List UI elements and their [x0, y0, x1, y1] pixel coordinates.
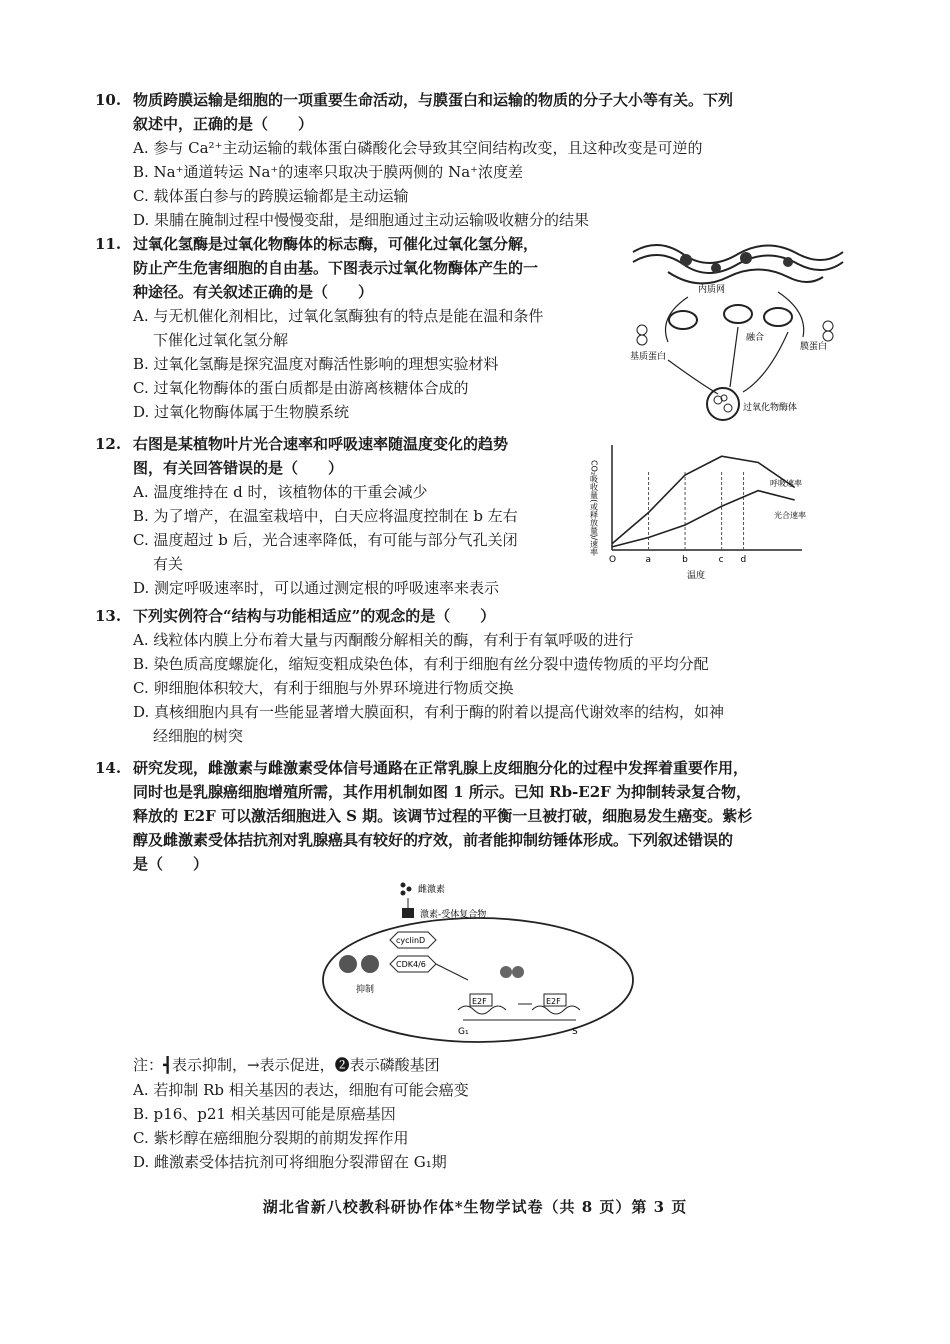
option-d: D. 雌激素受体拮抗剂可将细胞分裂滞留在 G₁期 [133, 1153, 447, 1171]
inhibit-label: 抑制 [356, 985, 375, 995]
question-stem-line: 过氧化氢酶是过氧化物酶体的标志酶，可催化过氧化氢分解， [133, 235, 539, 253]
x-axis-label: 温度 [687, 571, 706, 581]
e2f-bound-label: E2F [472, 997, 487, 1006]
option-d: D. 真核细胞内具有一些能显著增大膜面积，有利于酶的附着以提高代谢效率的结构，如神 [133, 703, 725, 721]
figure-note: 注：┫表示抑制，→表示促进，❷表示磷酸基团 [133, 1056, 440, 1074]
question-stem-line: 醇及雌激素受体拮抗剂对乳腺癌具有较好的疗效，前者能抑制纺锤体形成。下列叙述错误的 [133, 831, 734, 849]
g1-label: G₁ [458, 1027, 469, 1037]
x-tick-label: c [718, 555, 724, 565]
option-a: A. 线粒体内膜上分布着大量与丙酮酸分解相关的酶，有利于有氧呼吸的进行 [133, 631, 634, 649]
option-d: D. 过氧化物酶体属于生物膜系统 [133, 403, 350, 421]
option-a: A. 温度维持在 d 时，该植物体的干重会减少 [133, 483, 428, 501]
question-stem-line: 物质跨膜运输是细胞的一项重要生命活动，与膜蛋白和运输的物质的分子大小等有关。下列 [133, 91, 734, 109]
estrogen-pathway-figure [318, 880, 638, 1046]
option-c: C. 载体蛋白参与的跨膜运输都是主动运输 [133, 187, 409, 205]
option-a: A. 参与 Ca²⁺主动运输的载体蛋白磷酸化会导致其空间结构改变，且这种改变是可逆的 [133, 139, 703, 157]
option-c: C. 紫杉醇在癌细胞分裂期的前期发挥作用 [133, 1129, 409, 1147]
option-a: A. 与无机催化剂相比，过氧化氢酶独有的特点是能在温和条件 [133, 307, 544, 325]
s-label: S [572, 1027, 578, 1037]
question-number: 12. [95, 435, 122, 453]
series-line-0 [612, 456, 795, 544]
option-d-continued: 经细胞的树突 [153, 727, 244, 745]
option-a: A. 若抑制 Rb 相关基因的表达，细胞有可能会癌变 [133, 1081, 469, 1099]
fusion-label: 融合 [746, 333, 765, 343]
series-label-0: 呼吸速率 [770, 479, 802, 488]
question-stem-line: 同时也是乳腺癌细胞增殖所需，其作用机制如图 1 所示。已知 Rb-E2F 为抑制转录复合物， [133, 783, 752, 801]
peroxisome-formation-figure [628, 232, 848, 422]
option-b: B. 为了增产，在温室栽培中，白天应将温度控制在 b 左右 [133, 507, 518, 525]
question-14-options [95, 1078, 855, 1174]
question-stem-line: 右图是某植物叶片光合速率和呼吸速率随温度变化的趋势 [133, 435, 509, 453]
question-13 [95, 604, 855, 748]
question-stem-line: 种途径。有关叙述正确的是（ ） [133, 283, 374, 301]
question-stem-line: 叙述中，正确的是（ ） [133, 115, 314, 133]
cyclin-label: cyclinD [396, 936, 426, 945]
question-number: 13. [95, 607, 122, 625]
question-stem-line: 释放的 E2F 可以激活细胞进入 S 期。该调节过程的平衡一旦被打破，细胞易发生癌变。紫杉 [133, 807, 753, 825]
question-14 [95, 756, 865, 876]
matrix-protein-label: 基质蛋白 [630, 352, 667, 362]
x-tick-label: b [682, 555, 688, 565]
question-stem-line: 图，有关回答错误的是（ ） [133, 459, 344, 477]
option-b: B. 染色质高度螺旋化，缩短变粗成染色体，有利于细胞有丝分裂中遗传物质的平均分配 [133, 655, 709, 673]
complex-label: 激素-受体复合物 [420, 910, 487, 920]
question-number: 11. [95, 235, 122, 253]
membrane-protein-label: 膜蛋白 [800, 342, 828, 352]
option-b: B. Na⁺通道转运 Na⁺的速率只取决于膜两侧的 Na⁺浓度差 [133, 163, 524, 181]
series-line-1 [612, 491, 795, 547]
x-tick-label: O [609, 555, 617, 565]
option-b: B. p16、p21 相关基因可能是原癌基因 [133, 1105, 396, 1123]
option-c-continued: 有关 [153, 555, 184, 573]
question-stem-line: 防止产生危害细胞的自由基。下图表示过氧化物酶体产生的一 [133, 259, 539, 277]
x-tick-label: d [740, 555, 747, 565]
question-stem-line: 研究发现，雌激素与雌激素受体信号通路在正常乳腺上皮细胞分化的过程中发挥着重要作用， [133, 759, 749, 777]
question-11 [95, 232, 655, 424]
option-a-continued: 下催化过氧化氢分解 [153, 331, 289, 349]
question-10 [95, 88, 855, 232]
option-d: D. 果脯在腌制过程中慢慢变甜，是细胞通过主动运输吸收糖分的结果 [133, 211, 590, 229]
option-c: C. 过氧化物酶体的蛋白质都是由游离核糖体合成的 [133, 379, 469, 397]
x-tick-label: a [645, 555, 652, 565]
question-number: 10. [95, 91, 122, 109]
y-axis-label: CO₂吸收量(或释放量)/速率 [589, 460, 599, 557]
peroxisome-label: 过氧化物酶体 [743, 403, 798, 413]
series-label-1: 光合速率 [774, 511, 806, 520]
option-b: B. 过氧化氢酶是探究温度对酶活性影响的理想实验材料 [133, 355, 499, 373]
cell-outline [323, 918, 633, 1042]
question-12 [95, 432, 615, 600]
cdk-label: CDK4/6 [396, 960, 426, 969]
question-stem-line: 是（ ） [133, 855, 209, 873]
estrogen-label: 雌激素 [418, 885, 446, 895]
e2f-free-label: E2F [546, 997, 561, 1006]
option-c: C. 卵细胞体积较大，有利于细胞与外界环境进行物质交换 [133, 679, 514, 697]
temperature-rate-chart [589, 440, 842, 590]
option-c: C. 温度超过 b 后，光合速率降低，有可能与部分气孔关闭 [133, 531, 518, 549]
page-footer: 湖北省新八校教科研协作体*生物学试卷（共 8 页）第 3 页 [262, 1198, 688, 1216]
er-label: 内质网 [698, 285, 726, 295]
option-d: D. 测定呼吸速率时，可以通过测定根的呼吸速率来表示 [133, 579, 500, 597]
question-number: 14. [95, 759, 122, 777]
question-stem-line: 下列实例符合“结构与功能相适应”的观念的是（ ） [133, 607, 496, 625]
